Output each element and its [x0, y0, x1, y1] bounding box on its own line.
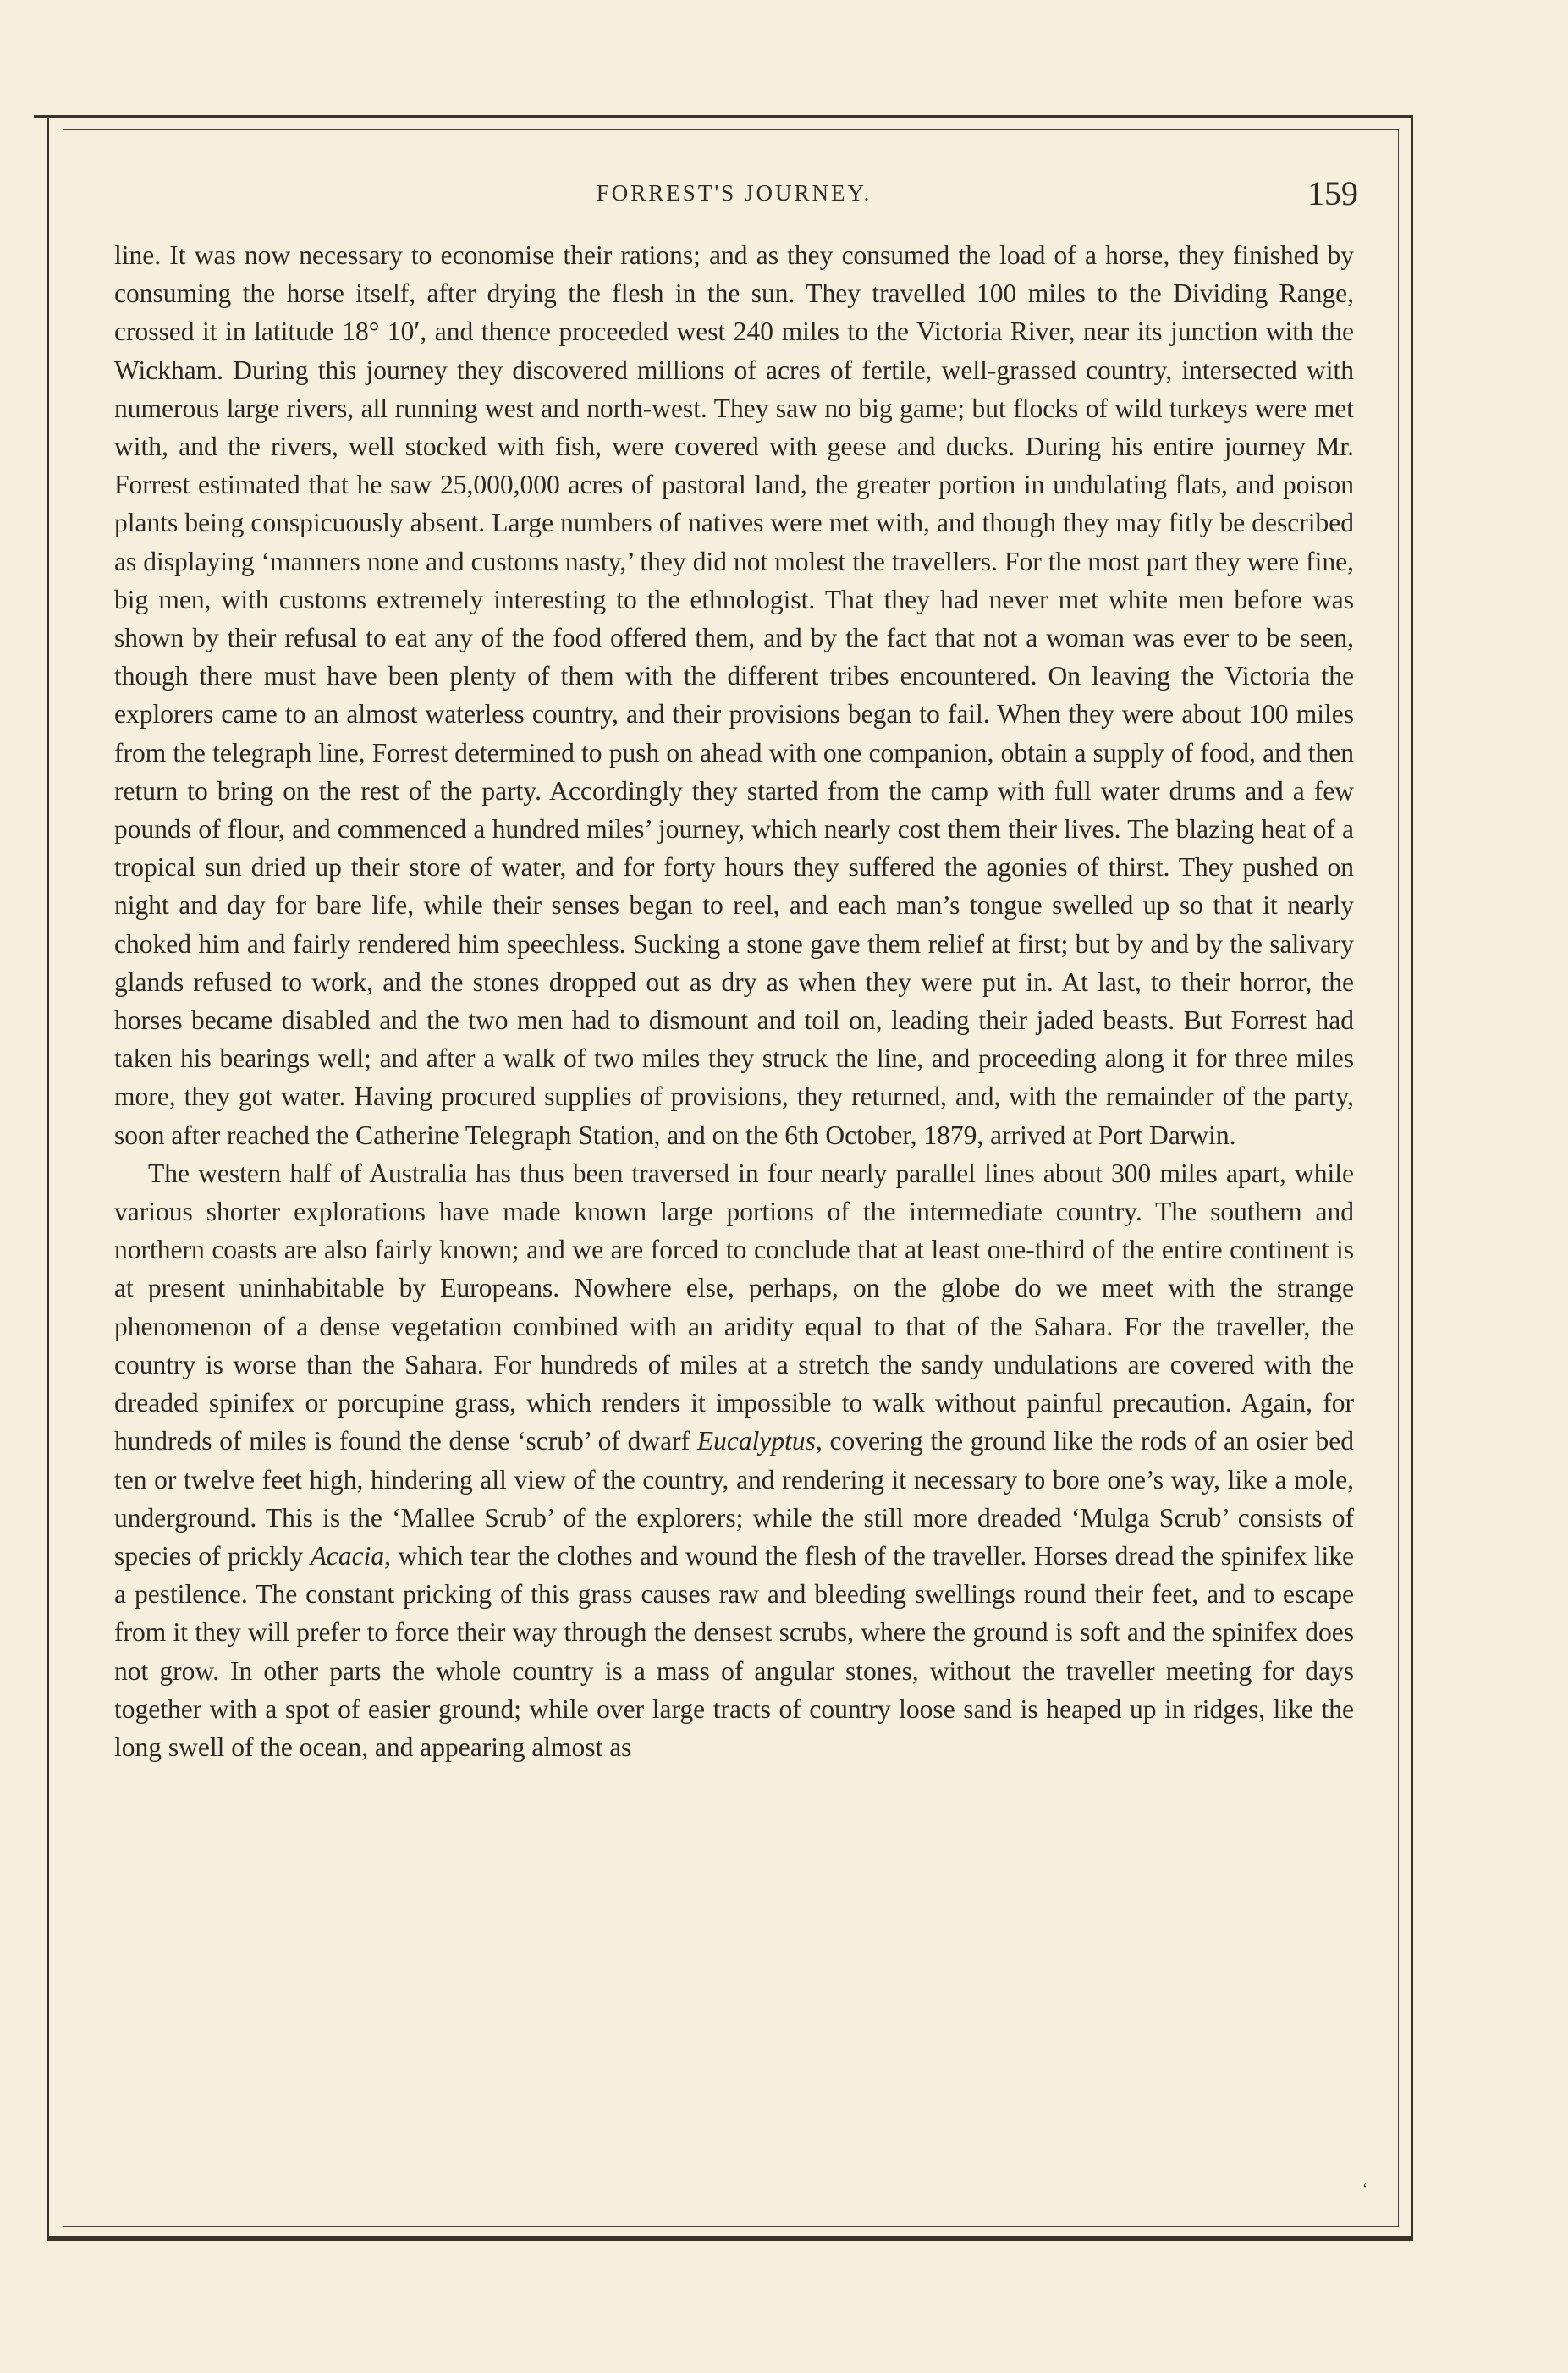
page-content [114, 236, 1354, 1766]
paragraph-2 [114, 1154, 1354, 1766]
paragraph-1: line. It was now necessary to economise their rations; and as they consumed the load of a horse, they finished by consuming the horse itself, after drying the flesh in the sun. They travelled 100 miles to the Dividing Range, crossed it in latitude 18° 10′, and thence proceeded west 240 miles to the Victoria River, near its junction with the Wickham. During this journey they discovered millions of acres of fertile, well-grassed country, intersected with numerous large rivers, all running west and north-west. They saw no big game; but flocks of wild turkeys were met with, and the rivers, well stocked with fish, were covered with geese and ducks. During his entire journey Mr. Forrest estimated that he saw 25,000,000 acres of pastoral land, the greater portion in undulating flats, and poison plants being conspicuously absent. Large numbers of natives were met with, and though they may fitly be described as displaying ‘manners none and customs nasty,’ they did not molest the travellers. For the most part they were fine, big men, with customs extremely interesting to the ethnologist. That they had never met white men before was shown by their refusal to eat any of the food offered them, and by the fact that not a woman was ever to be seen, though there must have been plenty of them with the different tribes encountered. On leaving the Victoria the explorers came to an almost waterless country, and their provisions began to fail. When they were about 100 miles from the telegraph line, Forrest determined to push on ahead with one companion, obtain a supply of food, and then return to bring on the rest of the party. Accordingly they started from the camp with full water drums and a few pounds of flour, and commenced a hundred miles’ journey, which nearly cost them their lives. The blazing heat of a tropical sun dried up their store of water, and for forty hours they suffered the agonies of thirst. They pushed on night and day for bare life, while their senses began to reel, and each man’s tongue swelled up so that it nearly choked him and fairly rendered him speechless. Sucking a stone gave them relief at first; but by and by the salivary glands refused to work, and the stones dropped out as dry as when they were put in. At last, to their horror, the horses became disabled and the two men had to dismount and toil on, leading their jaded beasts. But Forrest had taken his bearings well; and after a walk of two miles they struck the line, and proceeding along it for three miles more, they got water. Having procured supplies of provisions, they returned, and, with the remainder of the party, soon after reached the Catherine Telegraph Station, and on the 6th October, 1879, arrived at Port Darwin. [114, 240, 1354, 1150]
paragraph-2-text-2: covering the ground like the rods of an osier bed ten or twelve feet high, hindering all view of the country, and rendering it necessary to bore one’s way, like a mole, underground. This is the ‘Mallee Scrub’ of the explorers; while the still more dreaded ‘Mulga Scrub’ consists of species of prickly [114, 1426, 1354, 1571]
paragraph-2-text-3: which tear the clothes and wound the flesh of the traveller. Horses dread the spinifex like a pestilence. The constant pricking of this grass causes raw and bleeding swellings round their feet, and to escape from it they will prefer to force their way through the densest scrubs, where the ground is soft and the spinifex does not grow. In other parts the whole country is a mass of angular stones, without the traveller meeting for days together with a spot of easier ground; while over large tracts of country loose sand is heaped up in ridges, like the long swell of the ocean, and appearing almost as [114, 1540, 1354, 1762]
paragraph-2-italic-acacia: Acacia, [310, 1540, 392, 1571]
running-head: FORREST'S JOURNEY. [596, 180, 872, 206]
page-number: 159 [1307, 174, 1358, 212]
printer-mark: ‘ [1362, 2180, 1367, 2197]
page-header [110, 173, 1358, 224]
paragraph-2-italic-eucalyptus: Eucalyptus, [696, 1426, 823, 1456]
page-border-bottom [47, 2236, 1413, 2241]
paragraph-2-text-1: The western half of Australia has thus been traversed in four nearly parallel lines about 300 miles apart, while various shorter explorations have made known large portions of the intermediate country. The southern and northern coasts are also fairly known; and we are forced to conclude that at least one-third of the entire continent is at present uninhabitable by Europeans. Nowhere else, perhaps, on the globe do we meet with the strange phenomenon of a dense vegetation combined with an aridity equal to that of the Sahara. For the traveller, the country is worse than the Sahara. For hundreds of miles at a stretch the sandy undulations are covered with the dreaded spinifex or porcupine grass, which renders it impossible to walk without painful precaution. Again, for hundreds of miles is found the dense ‘scrub’ of dwarf [114, 1158, 1354, 1456]
